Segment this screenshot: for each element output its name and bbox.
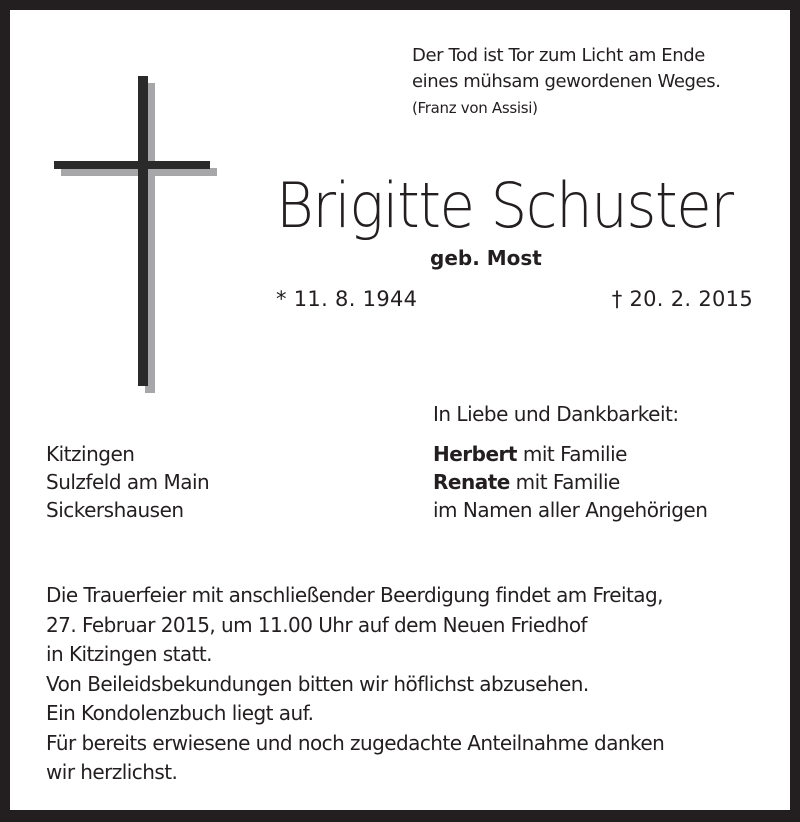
notice-line: in Kitzingen statt. (46, 642, 212, 666)
place: Kitzingen (46, 442, 135, 466)
mourner-entry (433, 440, 707, 468)
places-list (46, 440, 209, 524)
quote (412, 43, 721, 95)
notice-line: Die Trauerfeier mit anschließender Beerdigung findet am Freitag, (46, 583, 663, 607)
cross-horizontal (54, 161, 210, 169)
quote-line: eines mühsam gewordenen Weges. (412, 71, 721, 92)
notice-line: 27. Februar 2015, um 11.00 Uhr auf dem Neuen Friedhof (46, 612, 588, 637)
birth-date: * 11. 8. 1944 (276, 287, 418, 311)
mourner-suffix: mit Familie (516, 442, 627, 466)
funeral-notice (46, 581, 664, 788)
place: Sulzfeld am Main (46, 470, 210, 494)
obituary-card (10, 10, 790, 810)
place: Sickershausen (46, 498, 184, 522)
quote-line: Der Tod ist Tor zum Licht am Ende (412, 45, 705, 66)
mourner-suffix: im Namen aller Angehörigen (433, 498, 708, 522)
mourners-intro: In Liebe und Dankbarkeit: (433, 402, 679, 426)
cross-vertical (138, 76, 148, 386)
mourner-suffix: mit Familie (509, 470, 620, 494)
mourner-name: Renate (433, 470, 510, 494)
notice-line: Von Beileidsbekundungen bitten wir höflichst abzusehen. (46, 671, 589, 696)
mourners-list (433, 440, 707, 524)
quote-author: (Franz von Assisi) (412, 99, 538, 117)
notice-line: Für bereits erwiesene und noch zugedachte Anteilnahme danken (46, 730, 665, 755)
notice-line: wir herzlichst. (46, 760, 178, 784)
maiden-name: geb. Most (430, 246, 542, 270)
mourner-name: Herbert (433, 442, 517, 466)
deceased-name: Brigitte Schuster (276, 169, 733, 242)
death-date: † 20. 2. 2015 (611, 287, 753, 311)
cross-icon (54, 66, 224, 396)
notice-line: Ein Kondolenzbuch liegt auf. (46, 701, 314, 725)
mourner-entry (433, 496, 707, 524)
mourner-entry (433, 468, 707, 496)
